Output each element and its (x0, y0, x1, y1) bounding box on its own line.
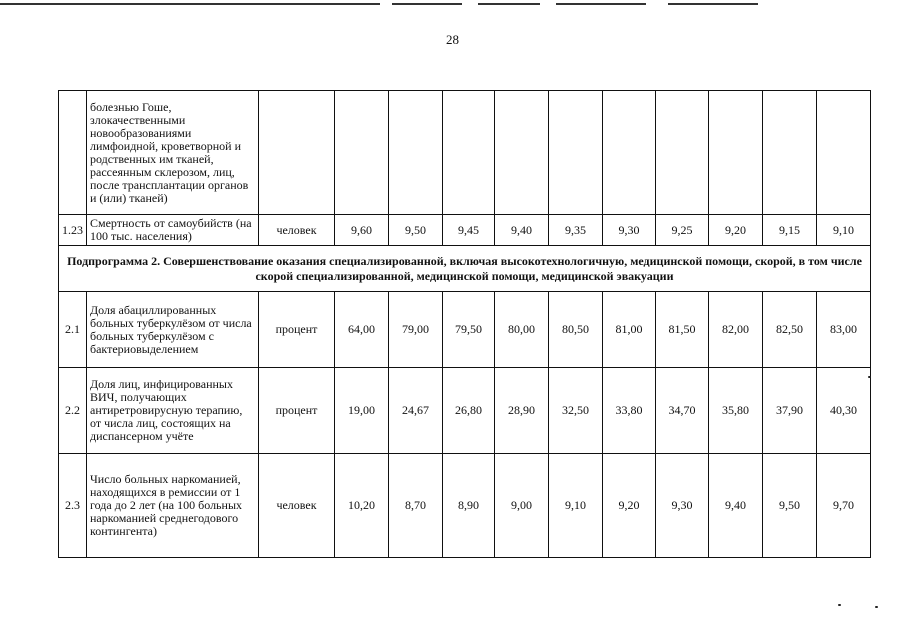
value-cell: 24,67 (389, 368, 443, 454)
unit-cell: процент (259, 368, 335, 454)
indicator-name: Доля абациллированных больных туберкулёзом от числа больных туберкулёзом с бактериовыделением (87, 292, 259, 368)
value-cell: 81,50 (656, 292, 709, 368)
value-cell: 37,90 (763, 368, 817, 454)
table-row (59, 91, 871, 215)
indicator-name: Число больных наркоманией, находящихся в ремиссии от 1 года до 2 лет (на 100 больных наркоманией среднегодового контингента) (87, 454, 259, 558)
value-cell (603, 91, 656, 215)
value-cell: 9,45 (443, 215, 495, 246)
row-number: 2.2 (59, 368, 87, 454)
indicator-name: Смертность от самоубийств (на 100 тыс. населения) (87, 215, 259, 246)
table-row (59, 454, 871, 558)
row-number: 2.1 (59, 292, 87, 368)
header-rule-2 (392, 3, 462, 5)
value-cell: 26,80 (443, 368, 495, 454)
value-cell: 9,50 (763, 454, 817, 558)
value-cell: 9,50 (389, 215, 443, 246)
value-cell (495, 91, 549, 215)
value-cell (389, 91, 443, 215)
value-cell: 81,00 (603, 292, 656, 368)
value-cell: 28,90 (495, 368, 549, 454)
value-cell: 9,30 (603, 215, 656, 246)
value-cell: 9,70 (817, 454, 871, 558)
value-cell (656, 91, 709, 215)
value-cell: 9,35 (549, 215, 603, 246)
value-cell: 8,90 (443, 454, 495, 558)
unit-cell (259, 91, 335, 215)
row-number: 2.3 (59, 454, 87, 558)
indicator-name: болезнью Гоше, злокачественными новообразованиями лимфоидной, кроветворной и родственных им тканей, рассеянным склерозом, лиц, после трансплантации органов и (или) тканей) (87, 91, 259, 215)
table-row (59, 292, 871, 368)
scan-speck (868, 376, 871, 378)
header-rule-1 (0, 3, 380, 5)
value-cell: 40,30 (817, 368, 871, 454)
value-cell: 9,40 (495, 215, 549, 246)
value-cell: 10,20 (335, 454, 389, 558)
table-row (59, 215, 871, 246)
subprogram-title: Подпрограмма 2. Совершенствование оказания специализированной, включая высокотехнологичную, медицинской помощи, скорой, в том числе скорой специализированной, медицинской помощи, медицинской эвакуации (59, 246, 871, 292)
value-cell: 8,70 (389, 454, 443, 558)
value-cell (549, 91, 603, 215)
value-cell: 35,80 (709, 368, 763, 454)
value-cell: 34,70 (656, 368, 709, 454)
scan-speck (838, 604, 841, 606)
value-cell (335, 91, 389, 215)
value-cell (817, 91, 871, 215)
row-number: 1.23 (59, 215, 87, 246)
value-cell: 9,00 (495, 454, 549, 558)
unit-cell: человек (259, 454, 335, 558)
value-cell: 9,25 (656, 215, 709, 246)
header-rule-5 (668, 3, 758, 5)
value-cell: 80,00 (495, 292, 549, 368)
value-cell: 9,40 (709, 454, 763, 558)
scan-speck (875, 606, 878, 608)
unit-cell: процент (259, 292, 335, 368)
header-rule-3 (478, 3, 540, 5)
value-cell (443, 91, 495, 215)
header-rule-4 (556, 3, 646, 5)
row-number (59, 91, 87, 215)
value-cell: 19,00 (335, 368, 389, 454)
value-cell: 33,80 (603, 368, 656, 454)
value-cell: 9,15 (763, 215, 817, 246)
unit-cell: человек (259, 215, 335, 246)
value-cell: 64,00 (335, 292, 389, 368)
table-row (59, 368, 871, 454)
value-cell: 80,50 (549, 292, 603, 368)
value-cell: 83,00 (817, 292, 871, 368)
value-cell (763, 91, 817, 215)
value-cell: 9,10 (817, 215, 871, 246)
indicators-table (58, 90, 871, 558)
value-cell: 9,60 (335, 215, 389, 246)
subprogram-row (59, 246, 871, 292)
value-cell: 9,30 (656, 454, 709, 558)
value-cell: 9,20 (603, 454, 656, 558)
page-number: 28 (446, 32, 459, 47)
indicator-name: Доля лиц, инфицированных ВИЧ, получающих антиретровирусную терапию, от числа лиц, состоящих на диспансерном учёте (87, 368, 259, 454)
value-cell: 79,00 (389, 292, 443, 368)
value-cell: 9,10 (549, 454, 603, 558)
value-cell: 9,20 (709, 215, 763, 246)
value-cell: 82,00 (709, 292, 763, 368)
value-cell: 82,50 (763, 292, 817, 368)
value-cell: 32,50 (549, 368, 603, 454)
value-cell: 79,50 (443, 292, 495, 368)
value-cell (709, 91, 763, 215)
